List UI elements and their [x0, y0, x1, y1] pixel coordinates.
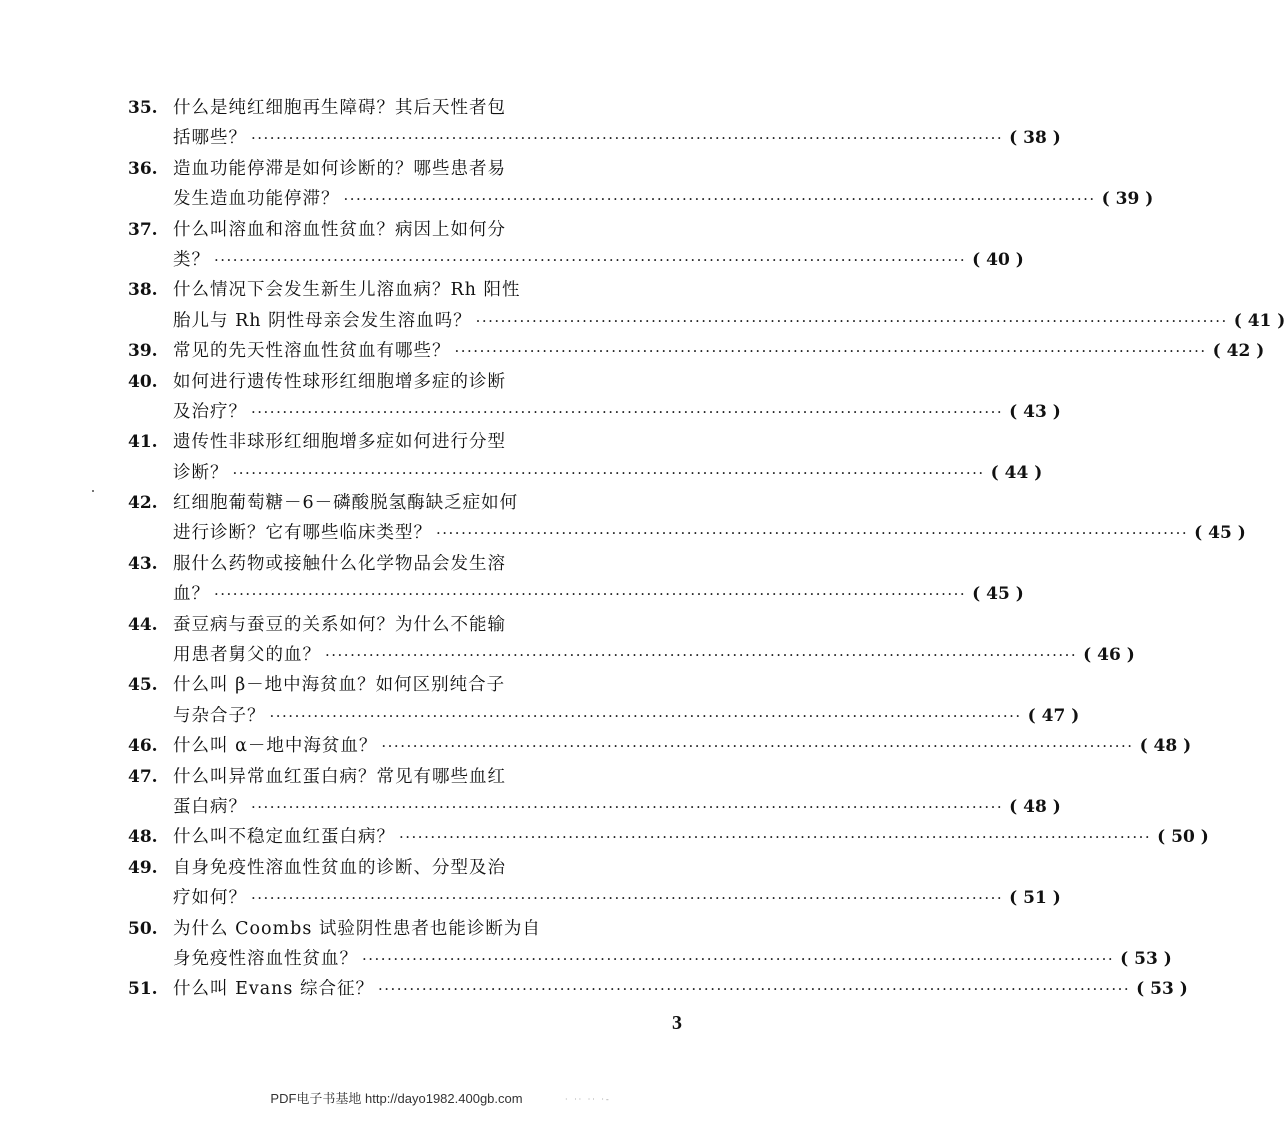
- toc-entry-title: 什么情况下会发生新生儿溶血病？Rh 阳性: [173, 280, 521, 301]
- toc-entry-line: [128, 93, 713, 123]
- toc-entry-title: 及治疗？: [173, 401, 247, 422]
- toc-entry-title: 血？: [173, 584, 210, 605]
- toc-entry-line: [128, 701, 1080, 731]
- toc-entry-title: 什么是纯红细胞再生障碍？其后天性者包: [173, 98, 506, 118]
- toc-entry: [128, 762, 1061, 823]
- toc-entry-title: 遗传性非球形红细胞增多症如何进行分型: [173, 432, 506, 453]
- toc-entry-page: ( 46 ): [1083, 645, 1135, 666]
- toc-entry-line: [128, 822, 1209, 852]
- toc-entry-line: [128, 306, 1285, 336]
- toc-entry-line: [128, 670, 713, 700]
- toc-entry: [128, 336, 1265, 366]
- dot-leader: ························································································································: [454, 342, 1207, 361]
- toc-entry-page: ( 38 ): [1009, 128, 1061, 149]
- toc-entry-page: ( 45 ): [972, 584, 1024, 605]
- toc-entry-title: 什么叫溶血和溶血性贫血？病因上如何分: [173, 219, 506, 240]
- toc-entry-page: ( 48 ): [1139, 736, 1192, 757]
- toc-entry-title: 什么叫 α－地中海贫血？: [173, 736, 378, 757]
- toc-entry-page: ( 45 ): [1194, 523, 1246, 544]
- dot-leader: ························································································································: [399, 828, 1152, 847]
- toc-entry-page: ( 51 ): [1009, 888, 1061, 909]
- toc-entry-line: [128, 397, 1061, 427]
- toc-entry-number: 38.: [128, 280, 158, 301]
- toc-entry: [128, 367, 1061, 428]
- dot-leader: ························································································································: [377, 980, 1131, 999]
- toc-entry-line: [128, 245, 1024, 275]
- toc-entry-number: 49.: [128, 857, 158, 878]
- toc-entry-number: 41.: [128, 432, 158, 453]
- toc-entry: [128, 488, 1246, 549]
- toc-entry: [128, 427, 1043, 488]
- toc-entry-line: [128, 154, 713, 184]
- toc-entry: [128, 275, 1285, 336]
- toc-entry-page: ( 50 ): [1157, 827, 1209, 848]
- toc-entry: [128, 93, 1061, 154]
- dot-leader: ························································································································: [362, 949, 1115, 968]
- toc-entry-page: ( 42 ): [1212, 341, 1265, 362]
- toc-entry: [128, 215, 1024, 276]
- dot-leader: ························································································································: [214, 585, 967, 604]
- toc-entry-title: 诊断？: [173, 462, 229, 483]
- dot-leader: ························································································································: [251, 129, 1004, 148]
- toc-entry-title: 发生造血功能停滞？: [173, 189, 340, 210]
- toc-entry-line: [128, 427, 713, 457]
- toc-entry: [128, 731, 1192, 761]
- toc-entry-number: 43.: [128, 553, 158, 574]
- toc-entry-page: ( 39 ): [1101, 189, 1154, 210]
- toc-entry-number: 51.: [128, 979, 158, 1000]
- toc-entry-title: 什么叫 Evans 综合征？: [173, 979, 374, 1000]
- toc-entry-line: [128, 488, 713, 518]
- toc-entry-line: [128, 731, 1192, 761]
- toc-entry-number: 42.: [128, 493, 158, 514]
- dot-leader: ························································································································: [325, 646, 1078, 665]
- toc-entry-title: 如何进行遗传性球形红细胞增多症的诊断: [173, 371, 506, 392]
- dot-leader: ························································································································: [214, 250, 967, 269]
- dot-leader: ························································································································: [343, 190, 1096, 209]
- toc-entry-title: 身免疫性溶血性贫血？: [173, 948, 358, 969]
- toc-entry: [128, 154, 1154, 215]
- toc-entry-page: ( 53 ): [1136, 979, 1188, 1000]
- toc-entry-line: [128, 275, 713, 305]
- toc-entry-line: [128, 792, 1061, 822]
- toc-entry-title: 蛋白病？: [173, 796, 247, 817]
- toc-entry-number: 37.: [128, 219, 158, 240]
- toc-entry-title: 疗如何？: [173, 888, 247, 909]
- toc-entry-page: ( 40 ): [972, 249, 1024, 270]
- toc-entry-page: ( 47 ): [1027, 705, 1080, 726]
- toc-entry: [128, 853, 1061, 914]
- dot-leader: ························································································································: [251, 402, 1004, 421]
- dot-leader: ························································································································: [475, 311, 1228, 330]
- toc-entry-title: 与杂合子？: [173, 705, 266, 726]
- toc-entry-number: 44.: [128, 614, 158, 635]
- toc-entry-title: 蚕豆病与蚕豆的关系如何？为什么不能输: [173, 614, 506, 635]
- dot-leader: ························································································································: [232, 463, 985, 482]
- toc-entry: [128, 974, 1188, 1004]
- toc-entry-line: [128, 184, 1154, 214]
- table-of-contents: [128, 93, 1285, 1005]
- toc-entry-title: 造血功能停滞是如何诊断的？哪些患者易: [173, 158, 506, 179]
- toc-entry-number: 36.: [128, 158, 158, 179]
- toc-entry-title: 进行诊断？它有哪些临床类型？: [173, 523, 432, 544]
- toc-entry-line: [128, 458, 1043, 488]
- toc-entry-title: 什么叫 β－地中海贫血？如何区别纯合子: [173, 675, 506, 696]
- toc-entry-line: [128, 215, 713, 245]
- toc-entry-line: [128, 518, 1246, 548]
- toc-entry-title: 用患者舅父的血？: [173, 645, 321, 666]
- toc-entry-title: 红细胞葡萄糖－6－磷酸脱氢酶缺乏症如何: [173, 493, 519, 514]
- toc-entry-line: [128, 579, 1024, 609]
- toc-entry-title: 胎儿与 Rh 阴性母亲会发生溶血吗？: [173, 310, 472, 331]
- toc-entry-line: [128, 367, 713, 397]
- dot-leader: ························································································································: [381, 737, 1134, 756]
- toc-entry-line: [128, 853, 713, 883]
- toc-entry-number: 35.: [128, 98, 158, 118]
- toc-entry-number: 48.: [128, 827, 158, 848]
- toc-entry-title: 常见的先天性溶血性贫血有哪些？: [173, 341, 451, 362]
- scan-speck: [92, 490, 94, 492]
- toc-entry-title: 类？: [173, 249, 210, 270]
- toc-entry: [128, 670, 1080, 731]
- page-number: 3: [672, 1012, 682, 1034]
- toc-entry-line: [128, 883, 1061, 913]
- toc-entry-line: [128, 123, 1061, 153]
- toc-entry-page: ( 41 ): [1233, 310, 1285, 331]
- toc-entry-line: [128, 944, 1172, 974]
- toc-entry-number: 46.: [128, 736, 158, 757]
- toc-entry-line: [128, 610, 713, 640]
- dot-leader: ························································································································: [251, 889, 1004, 908]
- toc-entry-title: 自身免疫性溶血性贫血的诊断、分型及治: [173, 857, 506, 878]
- dot-leader: ························································································································: [251, 797, 1004, 816]
- dot-leader: ························································································································: [436, 524, 1189, 543]
- toc-entry-line: [128, 974, 1188, 1004]
- toc-entry: [128, 549, 1024, 610]
- toc-entry: [128, 822, 1209, 852]
- toc-entry-page: ( 43 ): [1009, 401, 1061, 422]
- toc-entry-number: 40.: [128, 371, 158, 392]
- toc-entry-number: 45.: [128, 675, 158, 696]
- footer-watermark: PDF电子书基地 http://dayo1982.400gb.com: [270, 1091, 523, 1106]
- toc-entry-title: 为什么 Coombs 试验阴性患者也能诊断为自: [173, 918, 541, 939]
- toc-entry-page: ( 44 ): [990, 462, 1043, 483]
- toc-entry-number: 50.: [128, 918, 158, 939]
- toc-entry-title: 服什么药物或接触什么化学物品会发生溶: [173, 553, 506, 574]
- toc-entry-title: 括哪些？: [173, 128, 247, 149]
- toc-entry-title: 什么叫异常血红蛋白病？常见有哪些血红: [173, 766, 506, 787]
- toc-entry-line: [128, 336, 1265, 366]
- toc-entry-number: 39.: [128, 341, 158, 362]
- toc-entry: [128, 914, 1172, 975]
- toc-entry-line: [128, 762, 713, 792]
- toc-entry-line: [128, 914, 713, 944]
- toc-entry-page: ( 53 ): [1120, 948, 1172, 969]
- toc-entry-line: [128, 549, 713, 579]
- toc-entry-title: 什么叫不稳定血红蛋白病？: [173, 827, 395, 848]
- toc-entry-page: ( 48 ): [1009, 796, 1061, 817]
- dot-leader: ························································································································: [269, 706, 1022, 725]
- toc-entry-line: [128, 640, 1135, 670]
- toc-entry: [128, 610, 1135, 671]
- toc-entry-number: 47.: [128, 766, 158, 787]
- scan-specks: · ·· ·· ·-: [565, 1095, 611, 1104]
